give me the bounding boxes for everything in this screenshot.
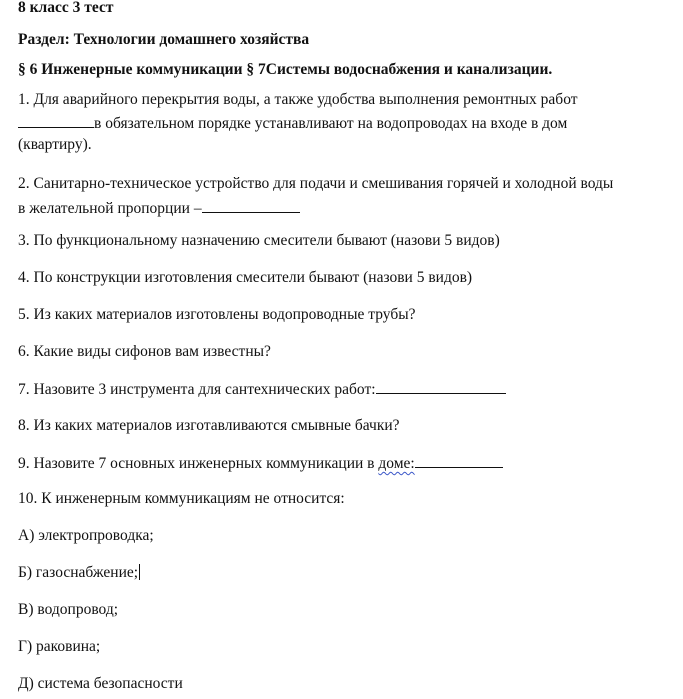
- option-b: [18, 563, 140, 583]
- section-heading: Раздел: Технологии домашнего хозяйства: [18, 31, 310, 48]
- question-2-line-2-text: в желательной пропорции –: [18, 200, 202, 217]
- grade-title: 8 класс 3 тест: [18, 0, 114, 16]
- question-5: 5. Из каких материалов изготовлены водопроводные трубы?: [18, 306, 416, 323]
- answer-blank[interactable]: [415, 453, 503, 468]
- option-c: В) водопровод;: [18, 601, 119, 618]
- question-1-line-2-text: в обязательном порядке устанавливают на водопроводах на входе в дом: [94, 115, 568, 132]
- question-9: [18, 453, 503, 474]
- question-4: 4. По конструкции изготовления смесители бывают (назови 5 видов): [18, 269, 473, 286]
- question-8: 8. Из каких материалов изготавливаются смывные бачки?: [18, 417, 400, 434]
- text-cursor: [139, 564, 140, 580]
- option-e: Д) система безопасности: [18, 675, 183, 692]
- question-2-line-1: 2. Санитарно-техническое устройство для подачи и смешивания горячей и холодной воды: [18, 175, 614, 192]
- question-2-line-2: [18, 198, 300, 219]
- question-7-text: 7. Назовите 3 инструмента для сантехнических работ:: [18, 381, 376, 398]
- question-9-text: 9. Назовите 7 основных инженерных коммуникации в: [18, 455, 379, 472]
- question-1-line-2: [18, 113, 567, 134]
- answer-blank[interactable]: [376, 379, 506, 394]
- answer-blank[interactable]: [18, 113, 94, 128]
- option-b-text: Б) газоснабжение;: [18, 564, 139, 581]
- question-3: 3. По функциональному назначению смесители бывают (назови 5 видов): [18, 232, 500, 249]
- option-a: А) электропроводка;: [18, 527, 154, 544]
- question-1-line-3: (квартиру).: [18, 136, 92, 153]
- spellcheck-underlined-word[interactable]: доме:: [378, 455, 415, 472]
- option-d: Г) раковина;: [18, 638, 101, 655]
- question-1-line-1: 1. Для аварийного перекрытия воды, а также удобства выполнения ремонтных работ: [18, 91, 578, 108]
- question-6: 6. Какие виды сифонов вам известны?: [18, 343, 271, 360]
- answer-blank[interactable]: [202, 198, 300, 213]
- question-10: 10. К инженерным коммуникациям не относится:: [18, 490, 345, 507]
- question-7: [18, 379, 506, 400]
- topic-heading: § 6 Инженерные коммуникации § 7Системы водоснабжения и канализации.: [18, 61, 553, 78]
